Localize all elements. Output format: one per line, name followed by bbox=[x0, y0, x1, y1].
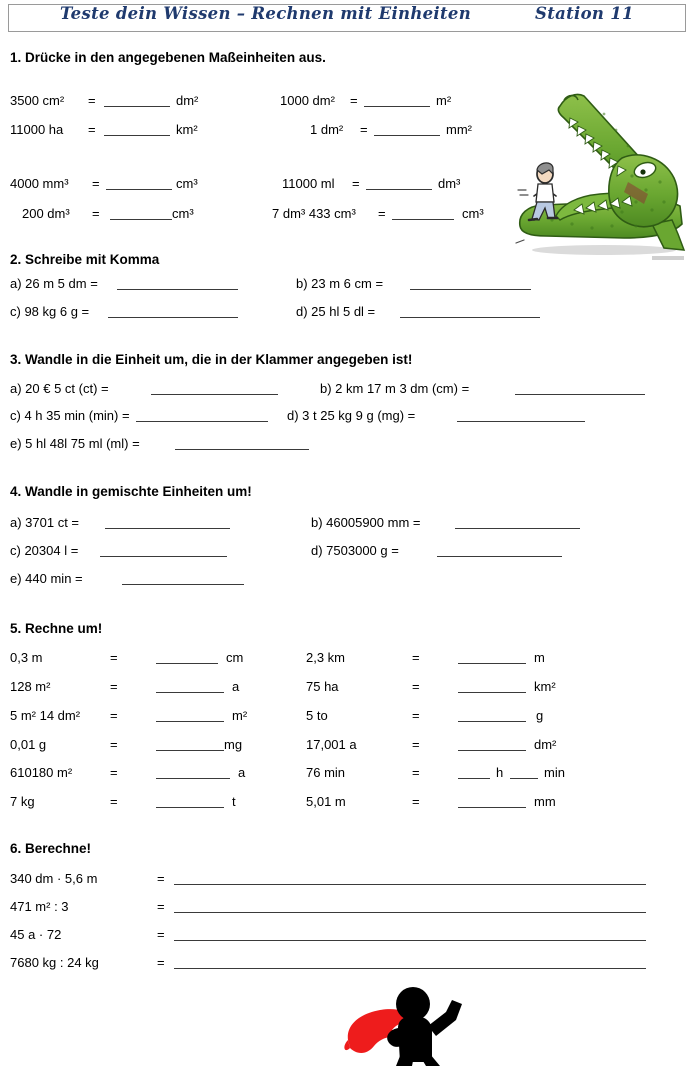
s5-r3-left-equals: = bbox=[110, 737, 118, 752]
s5-r1-left-equals: = bbox=[110, 679, 118, 694]
s6-r0-expr: 340 dm · 5,6 m bbox=[10, 871, 98, 886]
s3-item-b-blank[interactable] bbox=[515, 394, 645, 395]
s5-r5-right-value: 5,01 m bbox=[306, 794, 346, 809]
s5-r4-right-value: 76 min bbox=[306, 765, 346, 780]
s2-item-c-blank[interactable] bbox=[108, 317, 238, 318]
s5-r4-right-blank-hours[interactable] bbox=[458, 778, 490, 779]
s5-r0-right-blank[interactable] bbox=[458, 663, 526, 664]
s5-r4-left-equals: = bbox=[110, 765, 118, 780]
s6-r2-expr: 45 a · 72 bbox=[10, 927, 62, 942]
s5-r5-right-unit: mm bbox=[534, 794, 556, 809]
s5-r1-left-blank[interactable] bbox=[156, 692, 224, 693]
s5-r4-right-blank-minutes[interactable] bbox=[510, 778, 538, 779]
s1-r0-right-equals: = bbox=[350, 93, 358, 108]
s5-r0-left-blank[interactable] bbox=[156, 663, 218, 664]
s4-item-e-blank[interactable] bbox=[122, 584, 244, 585]
s5-r0-left-equals: = bbox=[110, 650, 118, 665]
s2-item-b-blank[interactable] bbox=[410, 289, 531, 290]
s3-item-e-blank[interactable] bbox=[175, 449, 309, 450]
s5-r0-left-unit: cm bbox=[226, 650, 244, 665]
section-1-title: 1. Drücke in den angegebenen Maßeinheiten aus. bbox=[10, 50, 326, 65]
s1-r1-left-blank[interactable] bbox=[104, 135, 170, 136]
s5-r3-right-equals: = bbox=[412, 737, 420, 752]
s5-r5-left-value: 7 kg bbox=[10, 794, 35, 809]
s1-r0-left-equals: = bbox=[88, 93, 96, 108]
s5-r4-right-equals: = bbox=[412, 765, 420, 780]
s1-r3-right-unit: cm³ bbox=[462, 206, 484, 221]
s1-r2-left-blank[interactable] bbox=[106, 189, 172, 190]
s5-r2-left-unit: m² bbox=[232, 708, 248, 723]
s4-item-d-label: d) 7503000 g = bbox=[311, 543, 399, 558]
section-2-title: 2. Schreibe mit Komma bbox=[10, 252, 160, 267]
s5-r3-left-blank[interactable] bbox=[156, 750, 224, 751]
section-6-title: 6. Berechne! bbox=[10, 841, 92, 856]
superhero-logo bbox=[340, 978, 490, 1066]
s3-item-c-label: c) 4 h 35 min (min) = bbox=[10, 408, 130, 423]
s5-r3-right-blank[interactable] bbox=[458, 750, 526, 751]
s1-r1-right-unit: mm² bbox=[446, 122, 472, 137]
s5-r1-left-unit: a bbox=[232, 679, 240, 694]
s3-item-d-blank[interactable] bbox=[457, 421, 585, 422]
s5-r4-right-unit: min bbox=[544, 765, 565, 780]
s5-r4-left-unit: a bbox=[238, 765, 246, 780]
s5-r0-right-equals: = bbox=[412, 650, 420, 665]
s1-r2-right-equals: = bbox=[352, 176, 360, 191]
s3-item-d-label: d) 3 t 25 kg 9 g (mg) = bbox=[287, 408, 416, 423]
s1-r0-right-unit: m² bbox=[436, 93, 452, 108]
s5-r2-right-value: 5 to bbox=[306, 708, 328, 723]
page-title: Teste dein Wissen – Rechnen mit Einheiten bbox=[60, 4, 471, 23]
s1-r1-left-equals: = bbox=[88, 122, 96, 137]
s5-r1-right-unit: km² bbox=[534, 679, 556, 694]
s4-item-d-blank[interactable] bbox=[437, 556, 562, 557]
s3-item-b-label: b) 2 km 17 m 3 dm (cm) = bbox=[320, 381, 470, 396]
s1-r0-left-unit: dm² bbox=[176, 93, 199, 108]
s5-r3-left-unit: mg bbox=[224, 737, 243, 752]
s5-r1-right-equals: = bbox=[412, 679, 420, 694]
s6-r3-expr: 7680 kg : 24 kg bbox=[10, 955, 99, 970]
s5-r4-left-blank[interactable] bbox=[156, 778, 230, 779]
section-3-title: 3. Wandle in die Einheit um, die in der Klammer angegeben ist! bbox=[10, 352, 413, 367]
s6-r2-equals: = bbox=[157, 927, 165, 942]
s5-r2-right-unit: g bbox=[536, 708, 544, 723]
s1-r2-right-blank[interactable] bbox=[366, 189, 432, 190]
s1-r1-right-value: 1 dm² bbox=[310, 122, 344, 137]
s6-r3-equals: = bbox=[157, 955, 165, 970]
s6-r0-equals: = bbox=[157, 871, 165, 886]
crocodile-illustration bbox=[512, 78, 692, 268]
s6-r0-blank[interactable] bbox=[174, 884, 646, 885]
s4-item-b-label: b) 46005900 mm = bbox=[311, 515, 421, 530]
s1-r1-left-value: 11000 ha bbox=[10, 122, 64, 137]
s2-item-c-label: c) 98 kg 6 g = bbox=[10, 304, 90, 319]
s1-r3-right-value: 7 dm³ 433 cm³ bbox=[272, 206, 356, 221]
s1-r3-left-blank[interactable] bbox=[110, 219, 172, 220]
s2-item-a-blank[interactable] bbox=[117, 289, 238, 290]
s5-r0-right-value: 2,3 km bbox=[306, 650, 346, 665]
s4-item-a-blank[interactable] bbox=[105, 528, 230, 529]
s6-r3-blank[interactable] bbox=[174, 968, 646, 969]
s1-r2-right-value: 11000 ml bbox=[282, 176, 335, 191]
s2-item-d-label: d) 25 hl 5 dl = bbox=[296, 304, 376, 319]
s1-r3-right-equals: = bbox=[378, 206, 386, 221]
s5-r3-left-value: 0,01 g bbox=[10, 737, 47, 752]
s3-item-a-label: a) 20 € 5 ct (ct) = bbox=[10, 381, 109, 396]
s5-r4-left-value: 610180 m² bbox=[10, 765, 73, 780]
s2-item-b-label: b) 23 m 6 cm = bbox=[296, 276, 384, 291]
s3-item-e-label: e) 5 hl 48l 75 ml (ml) = bbox=[10, 436, 140, 451]
s4-item-b-blank[interactable] bbox=[455, 528, 580, 529]
s1-r2-left-equals: = bbox=[92, 176, 100, 191]
s4-item-e-label: e) 440 min = bbox=[10, 571, 83, 586]
section-4-title: 4. Wandle in gemischte Einheiten um! bbox=[10, 484, 252, 499]
s3-item-a-blank[interactable] bbox=[151, 394, 278, 395]
s1-r2-right-unit: dm³ bbox=[438, 176, 461, 191]
s5-r3-right-value: 17,001 a bbox=[306, 737, 357, 752]
s1-r2-left-unit: cm³ bbox=[176, 176, 198, 191]
s6-r1-blank[interactable] bbox=[174, 912, 646, 913]
s6-r1-expr: 471 m² : 3 bbox=[10, 899, 69, 914]
s1-r0-left-value: 3500 cm² bbox=[10, 93, 65, 108]
s2-item-d-blank[interactable] bbox=[400, 317, 540, 318]
s1-r0-left-blank[interactable] bbox=[104, 106, 170, 107]
s5-r5-left-equals: = bbox=[110, 794, 118, 809]
section-5-title: 5. Rechne um! bbox=[10, 621, 103, 636]
s5-r2-left-equals: = bbox=[110, 708, 118, 723]
s5-r5-left-blank[interactable] bbox=[156, 807, 224, 808]
s1-r0-right-value: 1000 dm² bbox=[280, 93, 335, 108]
s1-r1-right-blank[interactable] bbox=[374, 135, 440, 136]
s1-r2-left-value: 4000 mm³ bbox=[10, 176, 69, 191]
s3-item-c-blank[interactable] bbox=[136, 421, 268, 422]
s5-r1-right-blank[interactable] bbox=[458, 692, 526, 693]
s4-item-c-label: c) 20304 l = bbox=[10, 543, 79, 558]
s1-r1-right-equals: = bbox=[360, 122, 368, 137]
s5-r2-left-value: 5 m² 14 dm² bbox=[10, 708, 81, 723]
s5-r2-left-blank[interactable] bbox=[156, 721, 224, 722]
s1-r3-right-blank[interactable] bbox=[392, 219, 454, 220]
s5-r5-right-equals: = bbox=[412, 794, 420, 809]
s5-r1-right-value: 75 ha bbox=[306, 679, 339, 694]
s5-r0-left-value: 0,3 m bbox=[10, 650, 43, 665]
s4-item-c-blank[interactable] bbox=[100, 556, 227, 557]
s6-r1-equals: = bbox=[157, 899, 165, 914]
s2-item-a-label: a) 26 m 5 dm = bbox=[10, 276, 98, 291]
s5-r2-right-equals: = bbox=[412, 708, 420, 723]
s1-r3-left-unit: cm³ bbox=[172, 206, 194, 221]
s6-r2-blank[interactable] bbox=[174, 940, 646, 941]
s5-r5-left-unit: t bbox=[232, 794, 236, 809]
s5-r3-right-unit: dm² bbox=[534, 737, 557, 752]
s5-r0-right-unit: m bbox=[534, 650, 545, 665]
s5-r5-right-blank[interactable] bbox=[458, 807, 526, 808]
station-label: Station 11 bbox=[535, 4, 634, 23]
s5-r4-right-unit-hours: h bbox=[496, 765, 504, 780]
s1-r0-right-blank[interactable] bbox=[364, 106, 430, 107]
s5-r1-left-value: 128 m² bbox=[10, 679, 51, 694]
s1-r3-left-value: 200 dm³ bbox=[22, 206, 70, 221]
s1-r3-left-equals: = bbox=[92, 206, 100, 221]
s5-r2-right-blank[interactable] bbox=[458, 721, 526, 722]
s4-item-a-label: a) 3701 ct = bbox=[10, 515, 80, 530]
s1-r1-left-unit: km² bbox=[176, 122, 198, 137]
